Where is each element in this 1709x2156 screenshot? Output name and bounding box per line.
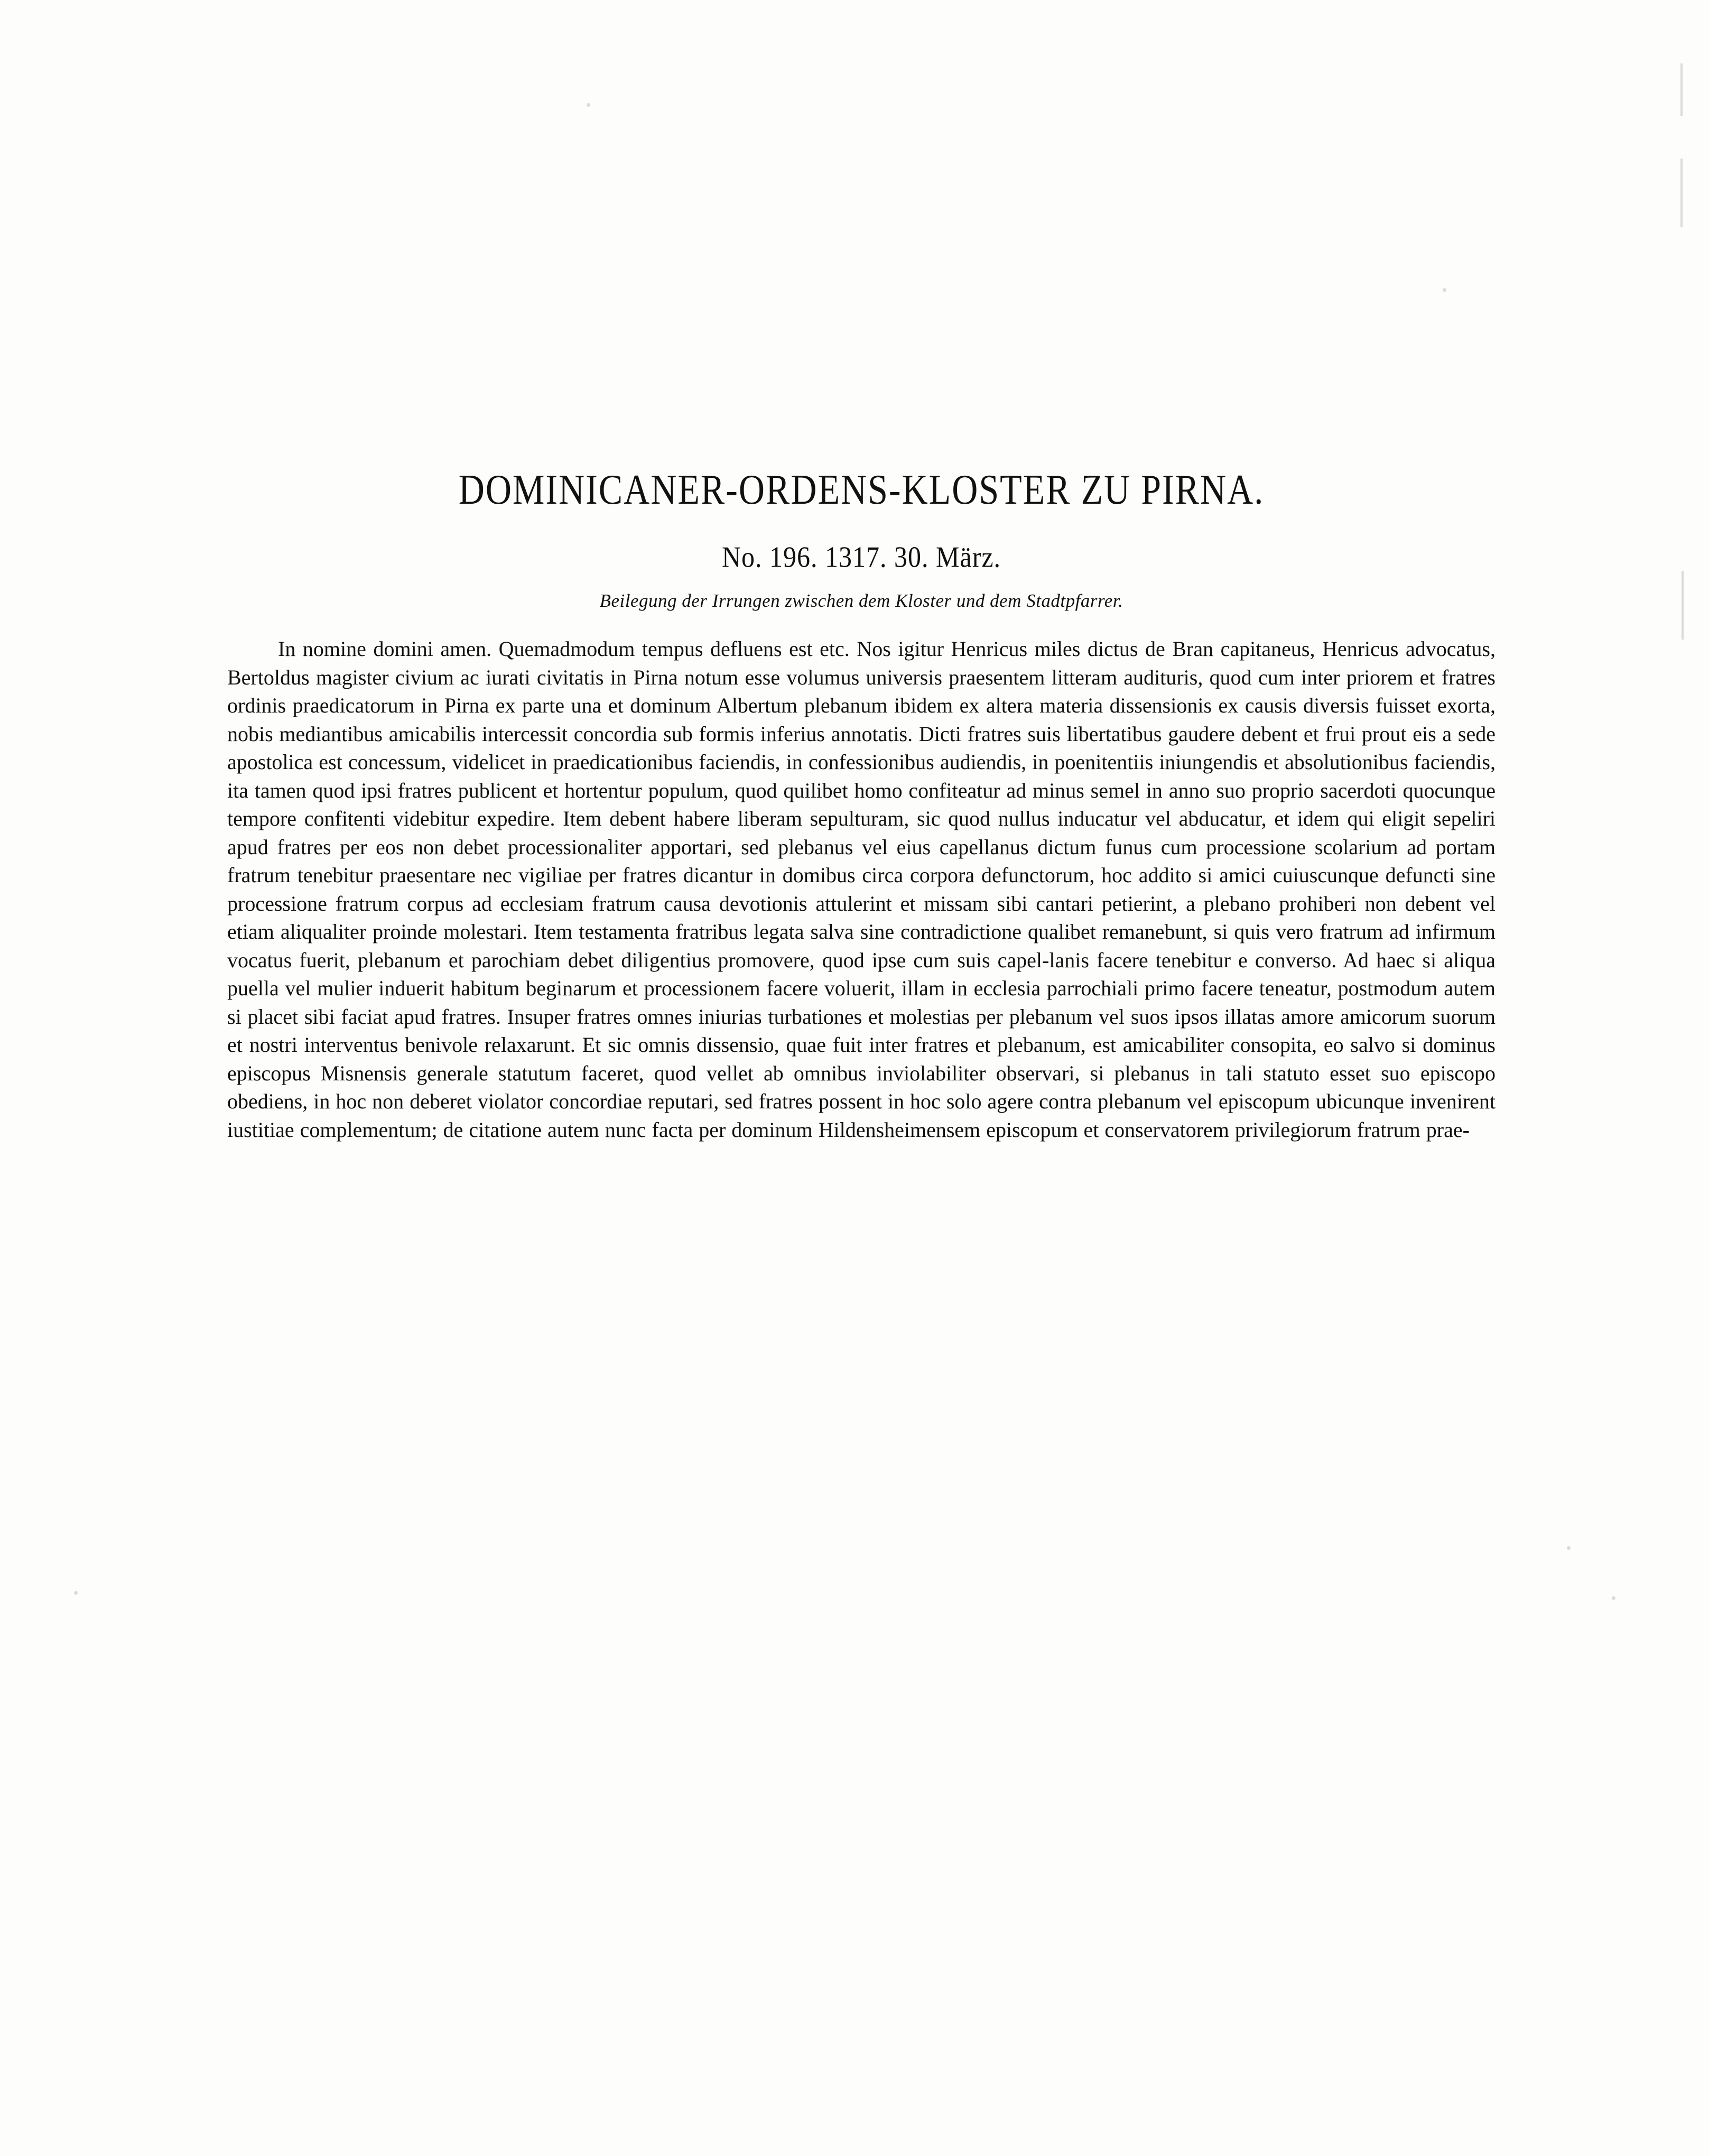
scan-artifact [1612, 1596, 1615, 1600]
page-title: DOMINICANER-ORDENS-KLOSTER ZU PIRNA. [458, 466, 1265, 513]
scan-artifact [1443, 288, 1446, 292]
body-text [227, 635, 1496, 1144]
document-number-date: No. 196. 1317. 30. März. [721, 540, 1001, 573]
scan-artifact [1680, 63, 1683, 116]
scan-artifact [1682, 571, 1684, 640]
scan-artifact [1680, 159, 1683, 227]
body-paragraph: In nomine domini amen. Quemadmodum tempus defluens est etc. Nos igitur Henricus miles dictus de Bran capitaneus, Henricus advocatus, Bertoldus magister civium ac iurati civitatis in Pirna notum esse volumus universis praesentem litteram audituris, quod cum inter priorem et fratres ordinis praedicatorum in Pirna ex parte una et dominum Albertum plebanum ibidem ex altera materia dissensionis ex causis diversis fuisset exorta, nobis mediantibus amicabilis intercessit concordia sub formis inferius annotatis. Dicti fratres suis libertatibus gaudere debent et frui prout eis a sede apostolica est concessum, videlicet in praedicationibus faciendis, in confessionibus audiendis, in poenitentiis iniungendis et absolutionibus faciendis, ita tamen quod ipsi fratres publicent et hortentur populum, quod quilibet homo confiteatur ad minus semel in anno suo proprio sacerdoti quocunque tempore confitenti videbitur expedire. Item debent habere liberam sepulturam, sic quod nullus inducatur vel abducatur, et idem qui eligit sepeliri apud fratres per eos non debet processionaliter apportari, sed plebanus vel eius capellanus dictum funus cum processione scolarium ad portam fratrum tenebitur praesentare nec vigiliae per fratres dicantur in domibus circa corpora defunctorum, hoc addito si amici cuiuscunque defuncti sine processione fratrum corpus ad ecclesiam fratrum causa devotionis attulerint et missam sibi cantari petierint, a plebano prohiberi non debent vel etiam aliqualiter proinde molestari. Item testamenta fratribus legata salva sine contradictione qualibet remanebunt, si quis vero fratrum ad infirmum vocatus fuerit, plebanum et parochiam debet diligentius promovere, quod ipse cum suis capel-lanis facere tenebitur e converso. Ad haec si aliqua puella vel mulier induerit habitum beginarum et processionem facere voluerit, illam in ecclesia parrochiali primo facere teneatur, postmodum autem si placet sibi faciat apud fratres. Insuper fratres omnes iniurias turbationes et molestias per plebanum vel suos ipsos illatas amore amicorum suorum et nostri interventus benivole relaxarunt. Et sic omnis dissensio, quae fuit inter fratres et plebanum, est amicabiliter consopita, eo salvo si dominus episcopus Misnensis generale statutum faceret, quod vellet ab omnibus inviolabiliter observari, si plebanus in tali statuto esset suo episcopo obediens, in hoc non deberet violator concordiae reputari, sed fratres possent in hoc solo agere contra plebanum vel episcopum ubicunque invenirent iustitiae complementum; de citatione autem nunc facta per dominum Hildensheimensem episcopum et conservatorem privilegiorum fratrum prae- [227, 637, 1496, 1142]
scan-artifact [587, 103, 590, 107]
scan-artifact [1567, 1546, 1571, 1550]
scan-artifact [74, 1591, 78, 1595]
page-content [227, 465, 1496, 1144]
document-caption: Beilegung der Irrungen zwischen dem Kloster und dem Stadtpfarrer. [599, 590, 1123, 611]
